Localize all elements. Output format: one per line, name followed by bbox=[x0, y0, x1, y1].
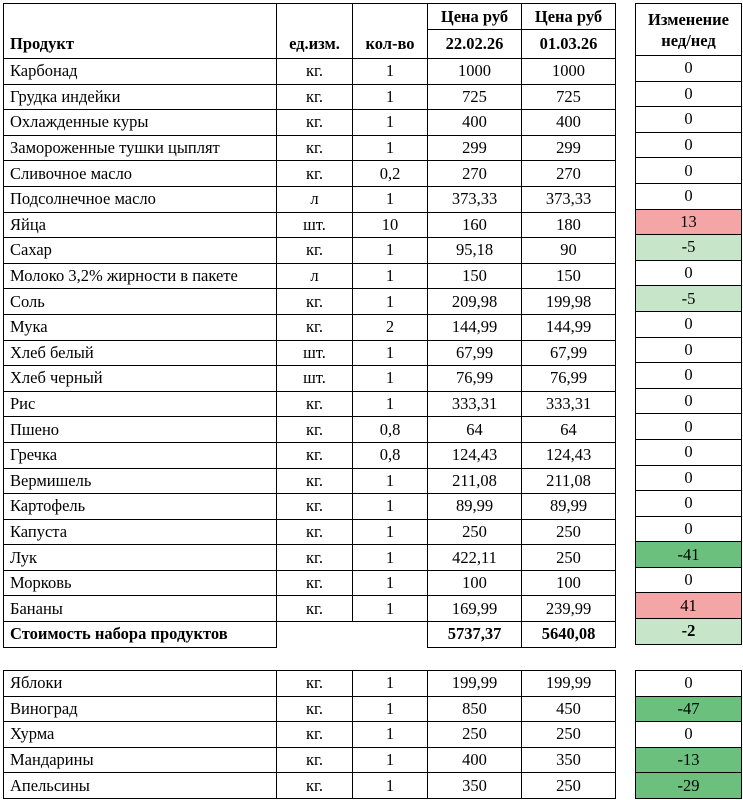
price-1-cell: 67,99 bbox=[428, 340, 522, 366]
qty-cell: 1 bbox=[353, 747, 428, 773]
product-name: Карбонад bbox=[4, 59, 277, 85]
unit-cell: кг. bbox=[277, 391, 353, 417]
change-row bbox=[636, 516, 742, 542]
change-row bbox=[636, 235, 742, 261]
table-row bbox=[4, 212, 616, 238]
change-row bbox=[636, 286, 742, 312]
price-1-cell: 250 bbox=[428, 519, 522, 545]
table-row bbox=[4, 289, 616, 315]
table-row bbox=[4, 722, 616, 748]
product-name: Вермишель bbox=[4, 468, 277, 494]
table-row bbox=[4, 468, 616, 494]
change-cell: 0 bbox=[636, 56, 742, 82]
product-name: Подсолнечное масло bbox=[4, 186, 277, 212]
table-row bbox=[4, 186, 616, 212]
product-name: Картофель bbox=[4, 494, 277, 520]
change-row bbox=[636, 542, 742, 568]
change-row bbox=[636, 337, 742, 363]
product-name: Хлеб белый bbox=[4, 340, 277, 366]
change-cell: 0 bbox=[636, 260, 742, 286]
price-2-cell: 67,99 bbox=[522, 340, 616, 366]
unit-cell: л bbox=[277, 263, 353, 289]
product-name: Бананы bbox=[4, 596, 277, 622]
table-row bbox=[4, 596, 616, 622]
unit-cell: кг. bbox=[277, 696, 353, 722]
table-row bbox=[4, 84, 616, 110]
table-row bbox=[4, 391, 616, 417]
table-row bbox=[4, 545, 616, 571]
price-2-cell: 90 bbox=[522, 238, 616, 264]
qty-cell: 1 bbox=[353, 186, 428, 212]
unit-cell: шт. bbox=[277, 212, 353, 238]
header-price-label-2: Цена руб bbox=[522, 4, 616, 30]
change-row bbox=[636, 56, 742, 82]
price-1-cell: 270 bbox=[428, 161, 522, 187]
table-row bbox=[4, 417, 616, 443]
qty-cell: 1 bbox=[353, 570, 428, 596]
header-product-top bbox=[4, 4, 277, 30]
product-name: Апельсины bbox=[4, 773, 277, 799]
price-2-cell: 333,31 bbox=[522, 391, 616, 417]
price-1-cell: 144,99 bbox=[428, 314, 522, 340]
price-2-cell: 250 bbox=[522, 773, 616, 799]
change-cell: 0 bbox=[636, 567, 742, 593]
qty-cell: 1 bbox=[353, 366, 428, 392]
change-row bbox=[636, 593, 742, 619]
change-cell: 0 bbox=[636, 516, 742, 542]
unit-cell: кг. bbox=[277, 442, 353, 468]
change-cell: 0 bbox=[636, 671, 742, 697]
qty-cell: 1 bbox=[353, 289, 428, 315]
price-1-cell: 350 bbox=[428, 773, 522, 799]
unit-cell: кг. bbox=[277, 84, 353, 110]
price-2-cell: 350 bbox=[522, 747, 616, 773]
price-2-cell: 100 bbox=[522, 570, 616, 596]
unit-cell: кг. bbox=[277, 161, 353, 187]
product-name: Хурма bbox=[4, 722, 277, 748]
price-2-cell: 239,99 bbox=[522, 596, 616, 622]
qty-cell: 10 bbox=[353, 212, 428, 238]
header-qty-top bbox=[353, 4, 428, 30]
unit-cell: кг. bbox=[277, 773, 353, 799]
price-1-cell: 211,08 bbox=[428, 468, 522, 494]
unit-cell: кг. bbox=[277, 519, 353, 545]
price-1-cell: 422,11 bbox=[428, 545, 522, 571]
change-cell: 0 bbox=[636, 722, 742, 748]
price-1-cell: 850 bbox=[428, 696, 522, 722]
price-1-cell: 124,43 bbox=[428, 442, 522, 468]
header-unit-top bbox=[277, 4, 353, 30]
product-name: Лук bbox=[4, 545, 277, 571]
change-cell: -41 bbox=[636, 542, 742, 568]
change-cell: 0 bbox=[636, 132, 742, 158]
unit-cell: кг. bbox=[277, 417, 353, 443]
price-2-cell: 64 bbox=[522, 417, 616, 443]
qty-cell: 1 bbox=[353, 722, 428, 748]
table-row bbox=[4, 340, 616, 366]
change-cell: 41 bbox=[636, 593, 742, 619]
change-row bbox=[636, 671, 742, 697]
price-1-cell: 89,99 bbox=[428, 494, 522, 520]
table-row bbox=[4, 263, 616, 289]
price-1-cell: 169,99 bbox=[428, 596, 522, 622]
table-row bbox=[4, 747, 616, 773]
change-cell: 0 bbox=[636, 107, 742, 133]
table-row bbox=[4, 110, 616, 136]
qty-cell: 1 bbox=[353, 519, 428, 545]
price-1-cell: 250 bbox=[428, 722, 522, 748]
header-change-line-2: нед/нед bbox=[661, 30, 716, 50]
qty-cell: 2 bbox=[353, 314, 428, 340]
unit-cell: кг. bbox=[277, 314, 353, 340]
unit-cell: кг. bbox=[277, 596, 353, 622]
qty-cell: 1 bbox=[353, 773, 428, 799]
table-row bbox=[4, 59, 616, 85]
price-1-cell: 1000 bbox=[428, 59, 522, 85]
total-change-row bbox=[636, 619, 742, 645]
qty-cell: 1 bbox=[353, 494, 428, 520]
price-1-cell: 209,98 bbox=[428, 289, 522, 315]
qty-cell: 1 bbox=[353, 135, 428, 161]
unit-cell: кг. bbox=[277, 468, 353, 494]
header-change bbox=[636, 4, 742, 56]
product-name: Яйца bbox=[4, 212, 277, 238]
header-change-line-1: Изменение bbox=[648, 9, 729, 29]
price-2-cell: 299 bbox=[522, 135, 616, 161]
product-name: Морковь bbox=[4, 570, 277, 596]
change-row bbox=[636, 414, 742, 440]
total-row bbox=[4, 622, 616, 648]
change-cell: 0 bbox=[636, 311, 742, 337]
price-2-cell: 725 bbox=[522, 84, 616, 110]
product-name: Пшено bbox=[4, 417, 277, 443]
unit-cell: кг. bbox=[277, 135, 353, 161]
qty-cell: 0,2 bbox=[353, 161, 428, 187]
price-1-cell: 725 bbox=[428, 84, 522, 110]
change-cell: 0 bbox=[636, 439, 742, 465]
price-1-cell: 373,33 bbox=[428, 186, 522, 212]
product-name: Грудка индейки bbox=[4, 84, 277, 110]
qty-cell: 1 bbox=[353, 596, 428, 622]
table-row bbox=[4, 366, 616, 392]
change-row bbox=[636, 773, 742, 799]
product-name: Мандарины bbox=[4, 747, 277, 773]
qty-cell: 1 bbox=[353, 545, 428, 571]
header-price-label-1: Цена руб bbox=[428, 4, 522, 30]
change-row bbox=[636, 388, 742, 414]
change-cell: 0 bbox=[636, 414, 742, 440]
table-row bbox=[4, 135, 616, 161]
unit-cell: шт. bbox=[277, 340, 353, 366]
table-row bbox=[4, 161, 616, 187]
product-name: Соль bbox=[4, 289, 277, 315]
total-empty-unit bbox=[277, 622, 353, 648]
product-name: Замороженные тушки цыплят bbox=[4, 135, 277, 161]
product-name: Сливочное масло bbox=[4, 161, 277, 187]
change-cell: -29 bbox=[636, 773, 742, 799]
table-row bbox=[4, 238, 616, 264]
change-cell: 0 bbox=[636, 363, 742, 389]
price-1-cell: 150 bbox=[428, 263, 522, 289]
change-row bbox=[636, 311, 742, 337]
product-name: Капуста bbox=[4, 519, 277, 545]
change-row bbox=[636, 747, 742, 773]
table-row bbox=[4, 773, 616, 799]
unit-cell: кг. bbox=[277, 570, 353, 596]
qty-cell: 1 bbox=[353, 238, 428, 264]
change-row bbox=[636, 567, 742, 593]
price-2-cell: 450 bbox=[522, 696, 616, 722]
change-row bbox=[636, 363, 742, 389]
qty-cell: 1 bbox=[353, 340, 428, 366]
price-1-cell: 333,31 bbox=[428, 391, 522, 417]
price-2-cell: 124,43 bbox=[522, 442, 616, 468]
fruit-change-table bbox=[635, 670, 742, 799]
change-row bbox=[636, 491, 742, 517]
table-row bbox=[4, 314, 616, 340]
product-name: Виноград bbox=[4, 696, 277, 722]
change-row bbox=[636, 158, 742, 184]
unit-cell: кг. bbox=[277, 494, 353, 520]
change-table bbox=[635, 3, 742, 645]
price-2-cell: 270 bbox=[522, 161, 616, 187]
table-row bbox=[4, 442, 616, 468]
total-label: Стоимость набора продуктов bbox=[4, 622, 277, 648]
change-cell: 0 bbox=[636, 465, 742, 491]
price-2-cell: 400 bbox=[522, 110, 616, 136]
qty-cell: 1 bbox=[353, 696, 428, 722]
header-row bbox=[4, 4, 616, 30]
change-cell: -5 bbox=[636, 235, 742, 261]
change-row bbox=[636, 696, 742, 722]
price-2-cell: 250 bbox=[522, 519, 616, 545]
product-name: Рис bbox=[4, 391, 277, 417]
change-cell: 0 bbox=[636, 183, 742, 209]
price-1-cell: 64 bbox=[428, 417, 522, 443]
price-1-cell: 160 bbox=[428, 212, 522, 238]
price-2-cell: 1000 bbox=[522, 59, 616, 85]
qty-cell: 0,8 bbox=[353, 417, 428, 443]
price-2-cell: 76,99 bbox=[522, 366, 616, 392]
product-name: Хлеб черный bbox=[4, 366, 277, 392]
product-name: Мука bbox=[4, 314, 277, 340]
change-cell: 13 bbox=[636, 209, 742, 235]
change-row bbox=[636, 81, 742, 107]
qty-cell: 1 bbox=[353, 84, 428, 110]
change-row bbox=[636, 183, 742, 209]
price-2-cell: 211,08 bbox=[522, 468, 616, 494]
unit-cell: кг. bbox=[277, 289, 353, 315]
product-name: Гречка bbox=[4, 442, 277, 468]
change-cell: 0 bbox=[636, 491, 742, 517]
price-2-cell: 180 bbox=[522, 212, 616, 238]
product-name: Сахар bbox=[4, 238, 277, 264]
change-row bbox=[636, 439, 742, 465]
header-unit: ед.изм. bbox=[277, 30, 353, 59]
change-row bbox=[636, 132, 742, 158]
change-cell: -5 bbox=[636, 286, 742, 312]
price-2-cell: 144,99 bbox=[522, 314, 616, 340]
price-2-cell: 199,99 bbox=[522, 671, 616, 697]
price-table bbox=[3, 3, 616, 648]
price-1-cell: 299 bbox=[428, 135, 522, 161]
unit-cell: кг. bbox=[277, 238, 353, 264]
price-2-cell: 199,98 bbox=[522, 289, 616, 315]
change-cell: 0 bbox=[636, 337, 742, 363]
header-date-1: 22.02.26 bbox=[428, 30, 522, 59]
price-1-cell: 400 bbox=[428, 747, 522, 773]
unit-cell: кг. bbox=[277, 59, 353, 85]
change-row bbox=[636, 260, 742, 286]
total-price-1: 5737,37 bbox=[428, 622, 522, 648]
change-cell: 0 bbox=[636, 158, 742, 184]
header-product: Продукт bbox=[4, 30, 277, 59]
change-cell: 0 bbox=[636, 388, 742, 414]
price-1-cell: 400 bbox=[428, 110, 522, 136]
price-1-cell: 76,99 bbox=[428, 366, 522, 392]
price-2-cell: 89,99 bbox=[522, 494, 616, 520]
unit-cell: шт. bbox=[277, 366, 353, 392]
price-1-cell: 95,18 bbox=[428, 238, 522, 264]
qty-cell: 1 bbox=[353, 110, 428, 136]
change-row bbox=[636, 209, 742, 235]
table-row bbox=[4, 671, 616, 697]
unit-cell: кг. bbox=[277, 545, 353, 571]
price-1-cell: 100 bbox=[428, 570, 522, 596]
price-1-cell: 199,99 bbox=[428, 671, 522, 697]
product-name: Молоко 3,2% жирности в пакете bbox=[4, 263, 277, 289]
change-row bbox=[636, 107, 742, 133]
change-row bbox=[636, 722, 742, 748]
change-cell: -13 bbox=[636, 747, 742, 773]
change-header-row bbox=[636, 4, 742, 56]
total-change: -2 bbox=[636, 619, 742, 645]
table-row bbox=[4, 494, 616, 520]
unit-cell: кг. bbox=[277, 747, 353, 773]
qty-cell: 1 bbox=[353, 671, 428, 697]
header-date-2: 01.03.26 bbox=[522, 30, 616, 59]
total-price-2: 5640,08 bbox=[522, 622, 616, 648]
product-name: Яблоки bbox=[4, 671, 277, 697]
unit-cell: л bbox=[277, 186, 353, 212]
unit-cell: кг. bbox=[277, 671, 353, 697]
qty-cell: 1 bbox=[353, 391, 428, 417]
unit-cell: кг. bbox=[277, 110, 353, 136]
unit-cell: кг. bbox=[277, 722, 353, 748]
table-row bbox=[4, 696, 616, 722]
price-2-cell: 250 bbox=[522, 722, 616, 748]
qty-cell: 1 bbox=[353, 468, 428, 494]
header-row bbox=[4, 30, 616, 59]
total-empty-qty bbox=[353, 622, 428, 648]
fruit-price-table bbox=[3, 670, 616, 799]
qty-cell: 1 bbox=[353, 59, 428, 85]
header-qty: кол-во bbox=[353, 30, 428, 59]
change-cell: 0 bbox=[636, 81, 742, 107]
product-name: Охлажденные куры bbox=[4, 110, 277, 136]
table-row bbox=[4, 519, 616, 545]
price-2-cell: 373,33 bbox=[522, 186, 616, 212]
price-2-cell: 150 bbox=[522, 263, 616, 289]
price-2-cell: 250 bbox=[522, 545, 616, 571]
qty-cell: 1 bbox=[353, 263, 428, 289]
table-row bbox=[4, 570, 616, 596]
qty-cell: 0,8 bbox=[353, 442, 428, 468]
change-cell: -47 bbox=[636, 696, 742, 722]
change-row bbox=[636, 465, 742, 491]
